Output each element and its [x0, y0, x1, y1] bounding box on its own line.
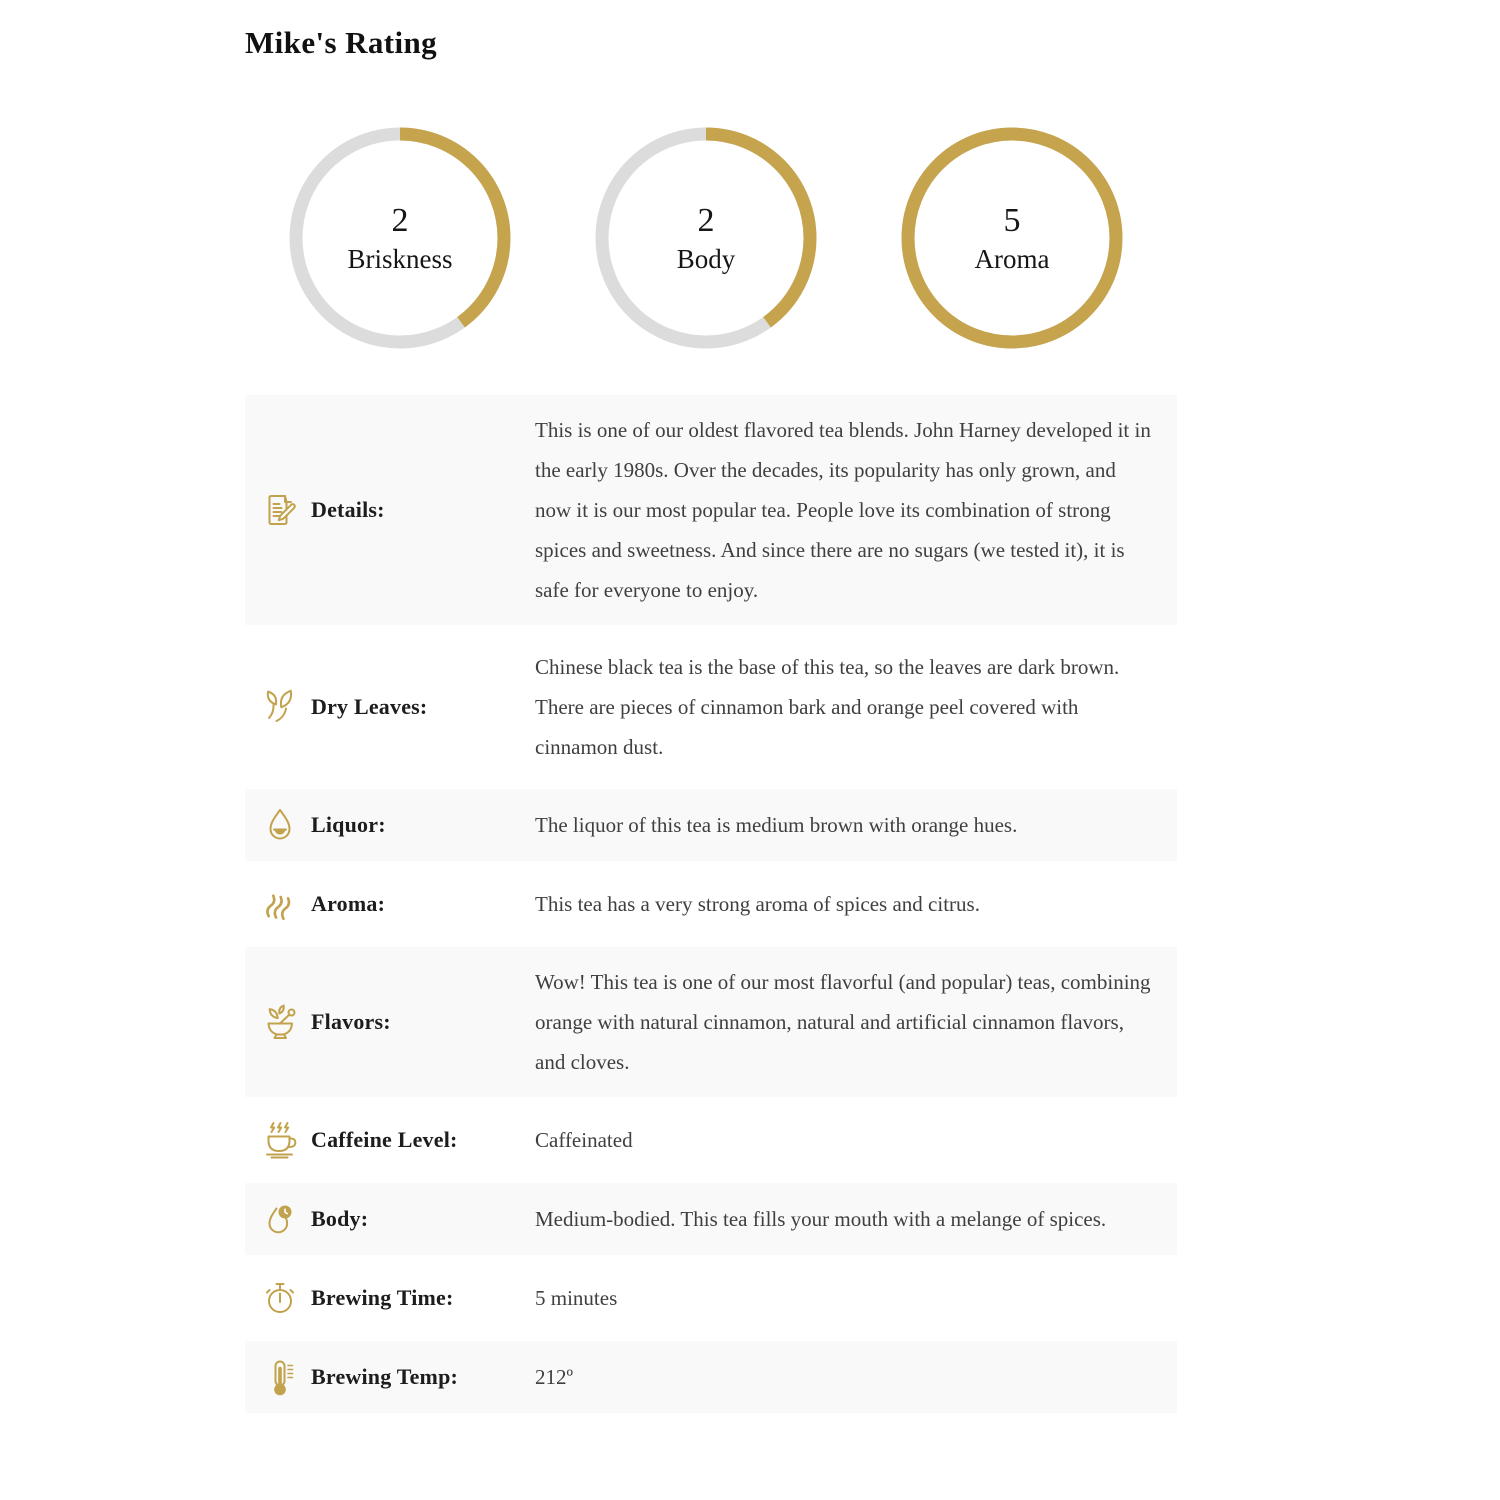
table-row: [245, 1341, 1177, 1413]
stopwatch-icon: [259, 1277, 301, 1319]
table-row: [245, 1183, 1177, 1255]
thermometer-icon: [259, 1356, 301, 1398]
ring-text: [591, 123, 821, 353]
rating-ring-aroma: [897, 123, 1127, 353]
attribute-value: This is one of our oldest flavored tea blends. John Harney developed it in the early 1980s. Over the decades, its popularity has only grown, and now it is our most popular tea. People love its combination of strong spices and sweetness. And since there are no sugars (we tested it), it is safe for everyone to enjoy.: [535, 418, 1151, 602]
bowl-leaves-icon: [259, 1001, 301, 1043]
attribute-value: 212º: [535, 1365, 574, 1389]
attribute-value: 5 minutes: [535, 1286, 618, 1310]
table-row: [245, 1104, 1177, 1176]
droplet-clock-icon: [259, 1198, 301, 1240]
attribute-value: Medium-bodied. This tea fills your mouth with a melange of spices.: [535, 1207, 1107, 1231]
attribute-label: Liquor:: [311, 812, 386, 837]
row-heading: [245, 489, 535, 531]
rating-label: Body: [676, 243, 736, 274]
table-row: [245, 395, 1177, 625]
row-heading: [245, 804, 535, 846]
attribute-label: Body:: [311, 1206, 369, 1231]
row-heading: [245, 1198, 535, 1240]
attribute-value: This tea has a very strong aroma of spices and citrus.: [535, 892, 980, 916]
leaves-icon: [259, 686, 301, 728]
row-heading: [245, 1356, 535, 1398]
ring-text: [897, 123, 1127, 353]
attribute-label: Dry Leaves:: [311, 694, 428, 719]
row-heading: [245, 1277, 535, 1319]
document-pencil-icon: [259, 489, 301, 531]
rating-ring-body: [591, 123, 821, 353]
rating-label: Aroma: [974, 243, 1050, 274]
section-title: Mike's Rating: [245, 25, 438, 60]
table-row: [245, 632, 1177, 782]
row-heading: [245, 686, 535, 728]
table-row: [245, 1262, 1177, 1334]
attribute-label: Brewing Temp:: [311, 1364, 459, 1389]
rating-content: [245, 25, 1177, 1420]
table-row: [245, 868, 1177, 940]
cup-lightning-icon: [259, 1119, 301, 1161]
rating-value: 2: [697, 201, 715, 239]
rating-rings: [285, 123, 1177, 353]
attribute-label: Caffeine Level:: [311, 1127, 458, 1152]
tea-attributes-table: [245, 395, 1177, 1413]
rating-ring-briskness: [285, 123, 515, 353]
steam-icon: [259, 883, 301, 925]
attribute-value: Chinese black tea is the base of this tea, so the leaves are dark brown. There are pieces of cinnamon bark and orange peel covered with cinnamon dust.: [535, 655, 1120, 759]
attribute-value: Wow! This tea is one of our most flavorful (and popular) teas, combining orange with natural cinnamon, natural and artificial cinnamon flavors, and cloves.: [535, 970, 1151, 1074]
attribute-label: Details:: [311, 497, 385, 522]
rating-value: 2: [391, 201, 409, 239]
attribute-label: Flavors:: [311, 1009, 391, 1034]
attribute-value: Caffeinated: [535, 1128, 633, 1152]
table-row: [245, 789, 1177, 861]
droplet-icon: [259, 804, 301, 846]
ring-text: [285, 123, 515, 353]
table-row: [245, 947, 1177, 1097]
rating-label: Briskness: [347, 243, 453, 274]
row-heading: [245, 1001, 535, 1043]
attribute-label: Brewing Time:: [311, 1285, 454, 1310]
row-heading: [245, 1119, 535, 1161]
attribute-label: Aroma:: [311, 891, 386, 916]
rating-value: 5: [1003, 201, 1021, 239]
row-heading: [245, 883, 535, 925]
attribute-value: The liquor of this tea is medium brown with orange hues.: [535, 813, 1018, 837]
